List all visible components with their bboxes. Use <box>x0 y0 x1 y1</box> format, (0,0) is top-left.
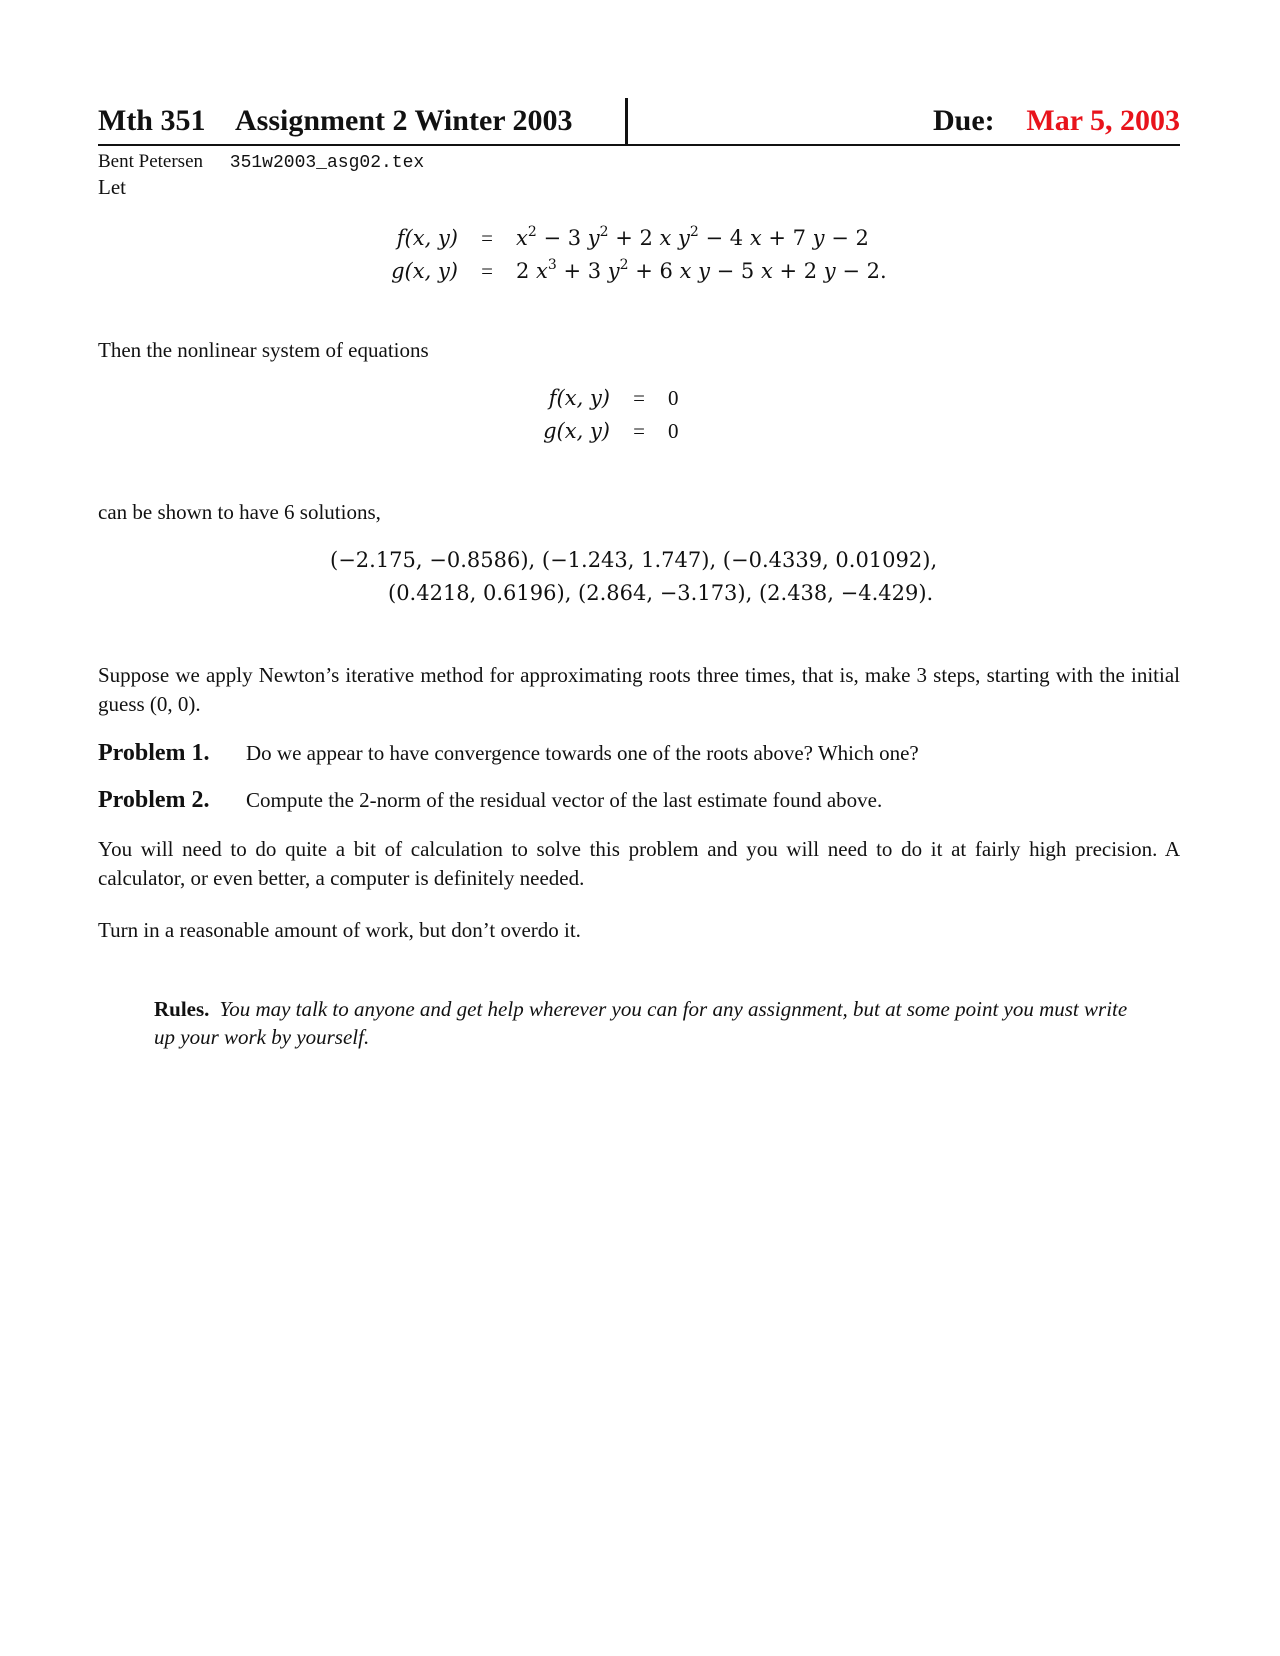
system-row <box>538 419 679 444</box>
work-text: Turn in a reasonable amount of work, but don’t overdo it. <box>98 918 581 942</box>
rules-note <box>154 995 1134 1051</box>
system-lhs: g(x, y) <box>543 419 610 443</box>
system-rhs: 0 <box>668 419 679 443</box>
assignment-header <box>98 98 1180 146</box>
header-divider <box>625 98 628 144</box>
document-meta <box>98 151 424 173</box>
solutions-line: (0.4218, 0.6196), (2.864, −3.173), (2.438, −4.429). <box>388 581 934 605</box>
source-filename: 351w2003_asg02.tex <box>229 153 425 173</box>
rules-label: Rules. <box>154 997 210 1021</box>
intro-text: Let <box>98 175 126 199</box>
system-rhs: 0 <box>668 386 679 410</box>
course-code: Mth 351 <box>98 104 206 137</box>
due-label: Due: <box>933 104 995 137</box>
solutions-line: (−2.175, −0.8586), (−1.243, 1.747), (−0.4339, 0.01092), <box>330 548 938 572</box>
system-lhs: f(x, y) <box>548 386 610 410</box>
problem-text: Do we appear to have convergence towards one of the roots above? Which one? <box>246 741 919 765</box>
problem-2 <box>98 787 882 814</box>
equation-equals: = <box>481 259 493 283</box>
newton-text: Suppose we apply Newton’s iterative method for approximating roots three times, that is, make 3 steps, starting with the initial guess (0, 0). <box>98 663 1180 716</box>
rules-text: You may talk to anyone and get help wherever you can for any assignment, but at some point you must write up your work by yourself. <box>154 997 1128 1049</box>
problem-text: Compute the 2-norm of the residual vector of the last estimate found above. <box>246 788 883 812</box>
problem-label: Problem 1. <box>98 740 210 766</box>
system-equals: = <box>633 419 645 443</box>
author-name: Bent Petersen <box>98 151 204 172</box>
due-date: Mar 5, 2003 <box>1026 104 1180 137</box>
equation-lhs: g(x, y) <box>391 259 458 283</box>
equation-row <box>388 224 869 251</box>
system-row <box>538 386 679 411</box>
assignment-title: Assignment 2 Winter 2003 <box>235 104 573 137</box>
solutions-intro-text: can be shown to have 6 solutions, <box>98 500 381 524</box>
problem-label: Problem 2. <box>98 787 210 813</box>
problem-1 <box>98 740 919 767</box>
equation-lhs: f(x, y) <box>396 226 458 250</box>
equation-rhs: 2 $x^3 + 3$ $y^2 + 6$ x y − 5 x + 2 y − 2. <box>516 257 887 283</box>
equation-row <box>388 257 887 284</box>
equation-equals: = <box>481 226 493 250</box>
equation-rhs: $x^2 - 3$ $y^2 + 2$ x $y^2 - 4$ x + 7 y − 2 <box>516 224 869 250</box>
calculation-text: You will need to do quite a bit of calculation to solve this problem and you will need to do it at fairly high precision. A calculator, or even better, a computer is definitely needed. <box>98 837 1180 890</box>
system-intro-text: Then the nonlinear system of equations <box>98 338 429 362</box>
system-equals: = <box>633 386 645 410</box>
